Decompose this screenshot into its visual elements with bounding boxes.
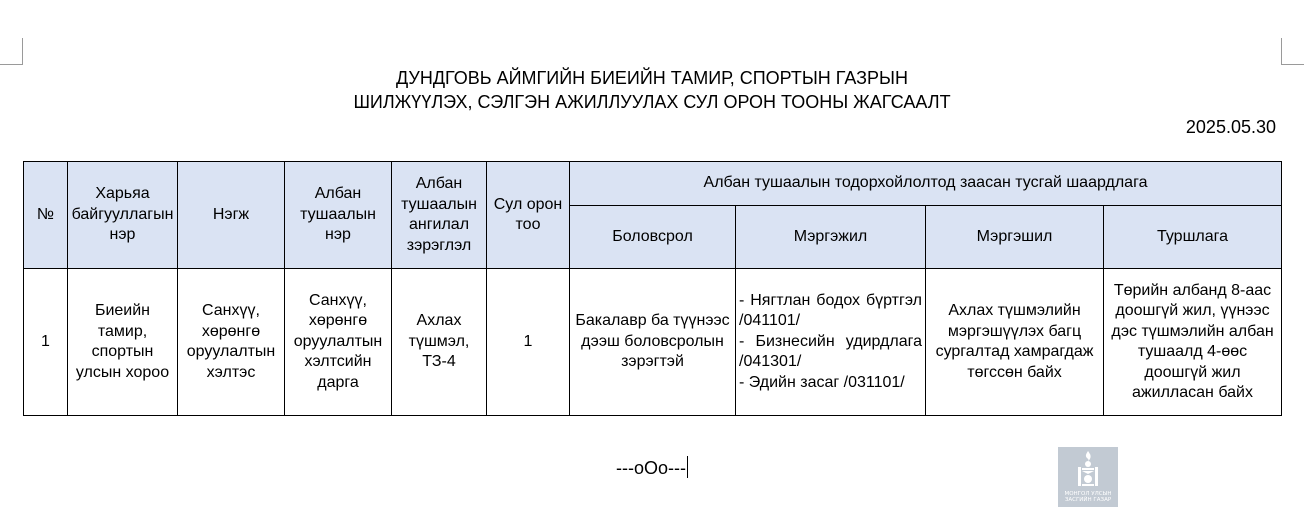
header-profession: Мэргэжил: [736, 206, 926, 269]
header-experience: Туршлага: [1104, 206, 1282, 269]
table-row: [24, 269, 1282, 416]
header-organization: Харьяа байгууллагын нэр: [68, 162, 178, 269]
header-education: Боловсрол: [570, 206, 736, 269]
cell-position-class: Ахлах түшмэл, ТЗ-4: [392, 269, 487, 416]
footer-mark: ---oOo---: [616, 458, 686, 478]
cell-number: 1: [24, 269, 68, 416]
emblem-caption-line: МОНГОЛ УЛСЫН: [1064, 491, 1112, 497]
cell-vacancies: 1: [487, 269, 570, 416]
title-line-1: ДУНДГОВЬ АЙМГИЙН БИЕИЙН ТАМИР, СПОРТЫН ГАЗРЫН: [396, 68, 908, 88]
profession-item: - Эдийн засаг /031101/: [739, 373, 905, 391]
emblem-caption: [1058, 491, 1118, 503]
cell-experience: Төрийн албанд 8-аас доошгүй жил, үүнээс дэс түшмэлийн албан тушаалд 4-өөс доошгүй жил ажилласан байх: [1104, 269, 1282, 416]
header-vacancies: Сул орон тоо: [487, 162, 570, 269]
emblem-caption-line: ЗАСГИЙН ГАЗАР: [1064, 497, 1112, 503]
header-qualification: Мэргэшил: [926, 206, 1104, 269]
page-corner-marker-left: [0, 38, 23, 65]
profession-item: - Нягтлан бодох бүртгэл /041101/: [739, 291, 922, 330]
header-position-name: Албан тушаалын нэр: [285, 162, 392, 269]
title-line-2: ШИЛЖҮҮЛЭХ, СЭЛГЭН АЖИЛЛУУЛАХ СУЛ ОРОН ТООНЫ ЖАГСААЛТ: [353, 92, 951, 112]
header-position-class: Албан тушаалын ангилал зэрэглэл: [392, 162, 487, 269]
vacancy-table: [23, 161, 1282, 416]
header-unit: Нэгж: [178, 162, 285, 269]
cell-education: Бакалавр ба түүнээс дээш боловсролын зэрэгтэй: [570, 269, 736, 416]
profession-item: - Бизнесийн удирдлага /041301/: [739, 332, 922, 371]
cell-qualification: Ахлах түшмэлийн мэргэшүүлэх багц сургалтад хамрагдаж төгссөн байх: [926, 269, 1104, 416]
soyombo-icon: [1058, 447, 1118, 491]
header-requirements: Албан тушаалын тодорхойлолтод заасан тусгай шаардлага: [570, 162, 1282, 206]
text-cursor: [687, 456, 688, 478]
cell-position-name: Санхүү, хөрөнгө оруулалтын хэлтсийн дарга: [285, 269, 392, 416]
government-emblem-logo: [1058, 447, 1118, 507]
cell-organization: Биеийн тамир, спортын улсын хороо: [68, 269, 178, 416]
cell-unit: Санхүү, хөрөнгө оруулалтын хэлтэс: [178, 269, 285, 416]
document-title: [0, 66, 1304, 114]
page-corner-marker-right: [1281, 38, 1304, 65]
cell-profession: [736, 269, 926, 416]
header-number: №: [24, 162, 68, 269]
document-date: 2025.05.30: [1185, 117, 1276, 137]
